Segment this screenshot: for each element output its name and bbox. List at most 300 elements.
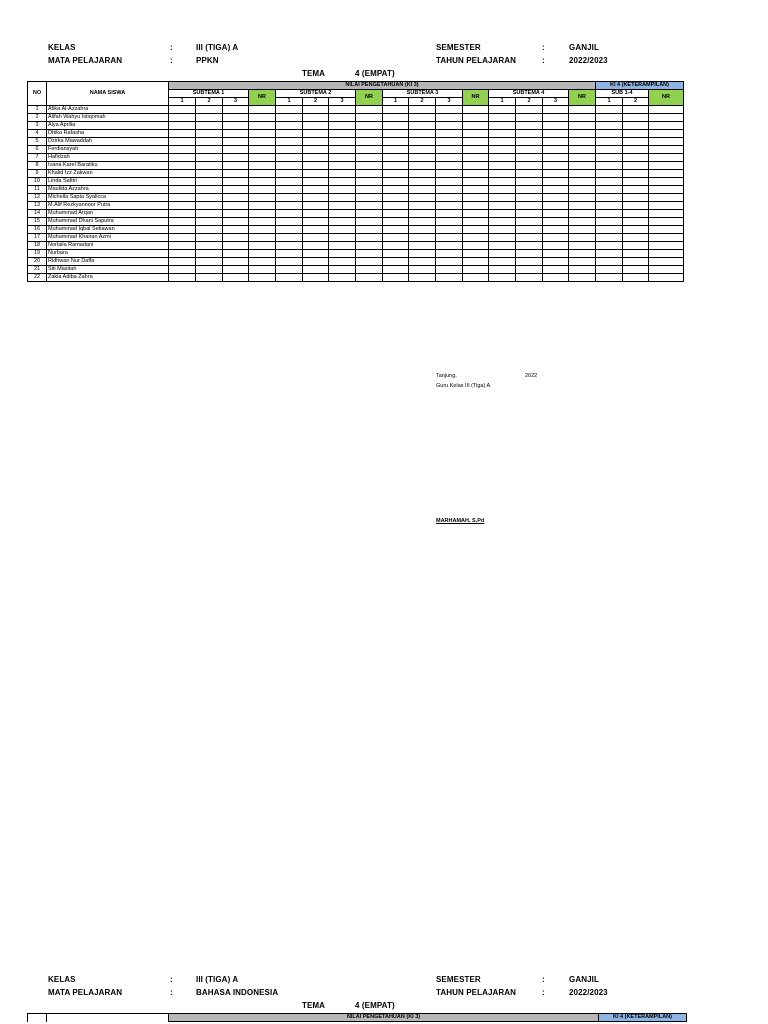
grade-cell[interactable] [249,266,276,274]
grade-cell[interactable] [409,202,436,210]
grade-cell[interactable] [409,242,436,250]
grade-cell[interactable] [223,170,249,178]
grade-cell[interactable] [596,202,623,210]
grade-cell[interactable] [623,186,649,194]
grade-cell[interactable] [356,242,383,250]
grade-cell[interactable] [649,186,684,194]
grade-cell[interactable] [596,122,623,130]
grade-cell[interactable] [196,210,223,218]
grade-cell[interactable] [383,146,409,154]
grade-cell[interactable] [489,258,516,266]
grade-cell[interactable] [623,266,649,274]
grade-cell[interactable] [649,106,684,114]
grade-cell[interactable] [516,226,543,234]
grade-cell[interactable] [223,162,249,170]
grade-cell[interactable] [543,130,569,138]
grade-cell[interactable] [356,186,383,194]
grade-cell[interactable] [569,154,596,162]
grade-cell[interactable] [383,138,409,146]
grade-cell[interactable] [196,194,223,202]
grade-cell[interactable] [249,258,276,266]
grade-cell[interactable] [409,170,436,178]
grade-cell[interactable] [649,162,684,170]
grade-cell[interactable] [249,130,276,138]
grade-cell[interactable] [356,266,383,274]
grade-cell[interactable] [649,130,684,138]
grade-cell[interactable] [649,114,684,122]
grade-cell[interactable] [596,146,623,154]
grade-cell[interactable] [303,146,329,154]
grade-cell[interactable] [436,218,463,226]
grade-cell[interactable] [169,130,196,138]
grade-cell[interactable] [383,242,409,250]
grade-cell[interactable] [223,194,249,202]
grade-cell[interactable] [223,202,249,210]
grade-cell[interactable] [356,122,383,130]
grade-cell[interactable] [569,146,596,154]
grade-cell[interactable] [623,250,649,258]
grade-cell[interactable] [196,162,223,170]
grade-cell[interactable] [303,130,329,138]
grade-cell[interactable] [169,234,196,242]
grade-cell[interactable] [569,250,596,258]
grade-cell[interactable] [596,218,623,226]
grade-cell[interactable] [303,242,329,250]
grade-cell[interactable] [543,138,569,146]
grade-cell[interactable] [303,162,329,170]
grade-cell[interactable] [436,114,463,122]
grade-cell[interactable] [569,234,596,242]
grade-cell[interactable] [356,138,383,146]
grade-cell[interactable] [489,130,516,138]
grade-cell[interactable] [196,170,223,178]
grade-cell[interactable] [569,170,596,178]
grade-cell[interactable] [543,218,569,226]
grade-cell[interactable] [196,138,223,146]
grade-cell[interactable] [596,170,623,178]
grade-cell[interactable] [489,146,516,154]
grade-cell[interactable] [276,242,303,250]
grade-cell[interactable] [196,154,223,162]
grade-cell[interactable] [436,242,463,250]
grade-cell[interactable] [569,106,596,114]
grade-cell[interactable] [569,258,596,266]
grade-cell[interactable] [516,114,543,122]
grade-cell[interactable] [329,186,356,194]
grade-cell[interactable] [543,186,569,194]
grade-cell[interactable] [596,154,623,162]
grade-cell[interactable] [249,178,276,186]
grade-cell[interactable] [169,218,196,226]
grade-cell[interactable] [276,130,303,138]
grade-cell[interactable] [463,178,489,186]
grade-cell[interactable] [249,250,276,258]
grade-cell[interactable] [383,266,409,274]
grade-cell[interactable] [383,178,409,186]
grade-cell[interactable] [569,226,596,234]
grade-cell[interactable] [223,226,249,234]
grade-cell[interactable] [329,130,356,138]
grade-cell[interactable] [489,234,516,242]
grade-cell[interactable] [383,258,409,266]
grade-cell[interactable] [623,114,649,122]
grade-cell[interactable] [649,242,684,250]
grade-cell[interactable] [303,194,329,202]
grade-cell[interactable] [329,274,356,282]
grade-cell[interactable] [489,266,516,274]
grade-cell[interactable] [356,154,383,162]
grade-cell[interactable] [543,274,569,282]
grade-cell[interactable] [623,162,649,170]
grade-cell[interactable] [623,234,649,242]
grade-cell[interactable] [196,202,223,210]
grade-cell[interactable] [303,106,329,114]
grade-cell[interactable] [569,130,596,138]
grade-cell[interactable] [356,226,383,234]
grade-cell[interactable] [249,162,276,170]
grade-cell[interactable] [596,130,623,138]
grade-cell[interactable] [356,106,383,114]
grade-cell[interactable] [649,226,684,234]
grade-cell[interactable] [276,122,303,130]
grade-cell[interactable] [516,218,543,226]
grade-cell[interactable] [489,274,516,282]
grade-cell[interactable] [329,178,356,186]
grade-cell[interactable] [596,138,623,146]
grade-cell[interactable] [516,170,543,178]
grade-cell[interactable] [276,234,303,242]
grade-cell[interactable] [409,178,436,186]
grade-cell[interactable] [409,274,436,282]
grade-cell[interactable] [329,218,356,226]
grade-cell[interactable] [516,186,543,194]
grade-cell[interactable] [463,194,489,202]
grade-cell[interactable] [649,234,684,242]
grade-cell[interactable] [489,162,516,170]
grade-cell[interactable] [356,114,383,122]
grade-cell[interactable] [596,226,623,234]
grade-cell[interactable] [463,250,489,258]
grade-cell[interactable] [356,250,383,258]
grade-cell[interactable] [489,202,516,210]
grade-cell[interactable] [649,170,684,178]
grade-cell[interactable] [249,202,276,210]
grade-cell[interactable] [409,162,436,170]
grade-cell[interactable] [169,138,196,146]
grade-cell[interactable] [543,114,569,122]
grade-cell[interactable] [276,146,303,154]
grade-cell[interactable] [436,250,463,258]
grade-cell[interactable] [543,202,569,210]
grade-cell[interactable] [223,210,249,218]
grade-cell[interactable] [409,226,436,234]
grade-cell[interactable] [276,178,303,186]
grade-cell[interactable] [196,250,223,258]
grade-cell[interactable] [383,194,409,202]
grade-cell[interactable] [329,258,356,266]
grade-cell[interactable] [596,266,623,274]
grade-cell[interactable] [196,218,223,226]
grade-cell[interactable] [276,154,303,162]
grade-cell[interactable] [196,274,223,282]
grade-cell[interactable] [356,194,383,202]
grade-cell[interactable] [516,242,543,250]
grade-cell[interactable] [276,274,303,282]
grade-cell[interactable] [436,226,463,234]
grade-cell[interactable] [516,210,543,218]
grade-cell[interactable] [436,258,463,266]
grade-cell[interactable] [249,146,276,154]
grade-cell[interactable] [409,194,436,202]
grade-cell[interactable] [383,162,409,170]
grade-cell[interactable] [169,202,196,210]
grade-cell[interactable] [489,154,516,162]
grade-cell[interactable] [303,274,329,282]
grade-cell[interactable] [623,242,649,250]
grade-cell[interactable] [223,154,249,162]
grade-cell[interactable] [516,122,543,130]
grade-cell[interactable] [569,122,596,130]
grade-cell[interactable] [516,274,543,282]
grade-cell[interactable] [543,178,569,186]
grade-cell[interactable] [303,258,329,266]
grade-cell[interactable] [409,186,436,194]
grade-cell[interactable] [489,170,516,178]
grade-cell[interactable] [383,170,409,178]
grade-cell[interactable] [409,250,436,258]
grade-cell[interactable] [169,162,196,170]
grade-cell[interactable] [169,178,196,186]
grade-cell[interactable] [249,186,276,194]
grade-cell[interactable] [489,226,516,234]
grade-cell[interactable] [436,194,463,202]
grade-cell[interactable] [596,250,623,258]
grade-cell[interactable] [623,226,649,234]
grade-cell[interactable] [383,106,409,114]
grade-cell[interactable] [596,194,623,202]
grade-cell[interactable] [623,274,649,282]
grade-cell[interactable] [649,138,684,146]
grade-cell[interactable] [303,218,329,226]
grade-cell[interactable] [329,202,356,210]
grade-cell[interactable] [196,242,223,250]
grade-cell[interactable] [516,106,543,114]
grade-cell[interactable] [436,130,463,138]
grade-cell[interactable] [356,162,383,170]
grade-cell[interactable] [276,170,303,178]
grade-cell[interactable] [303,114,329,122]
grade-cell[interactable] [169,106,196,114]
grade-cell[interactable] [436,106,463,114]
grade-cell[interactable] [383,122,409,130]
grade-cell[interactable] [169,186,196,194]
grade-cell[interactable] [543,194,569,202]
grade-cell[interactable] [516,162,543,170]
grade-cell[interactable] [623,258,649,266]
grade-cell[interactable] [329,194,356,202]
grade-cell[interactable] [169,266,196,274]
grade-cell[interactable] [303,250,329,258]
grade-cell[interactable] [463,186,489,194]
grade-cell[interactable] [223,266,249,274]
grade-cell[interactable] [543,154,569,162]
grade-cell[interactable] [436,186,463,194]
grade-cell[interactable] [649,250,684,258]
grade-cell[interactable] [436,210,463,218]
grade-cell[interactable] [489,218,516,226]
grade-cell[interactable] [169,122,196,130]
grade-cell[interactable] [543,162,569,170]
grade-cell[interactable] [596,258,623,266]
grade-cell[interactable] [569,202,596,210]
grade-cell[interactable] [356,258,383,266]
grade-cell[interactable] [463,258,489,266]
grade-cell[interactable] [596,186,623,194]
grade-cell[interactable] [329,266,356,274]
grade-cell[interactable] [463,114,489,122]
grade-cell[interactable] [649,258,684,266]
grade-cell[interactable] [223,242,249,250]
grade-cell[interactable] [303,234,329,242]
grade-cell[interactable] [223,186,249,194]
grade-cell[interactable] [356,210,383,218]
grade-cell[interactable] [463,162,489,170]
grade-cell[interactable] [409,114,436,122]
grade-cell[interactable] [649,274,684,282]
grade-cell[interactable] [303,122,329,130]
grade-cell[interactable] [409,106,436,114]
grade-cell[interactable] [303,178,329,186]
grade-cell[interactable] [649,202,684,210]
grade-cell[interactable] [223,106,249,114]
grade-cell[interactable] [489,186,516,194]
grade-cell[interactable] [516,178,543,186]
grade-cell[interactable] [409,122,436,130]
grade-cell[interactable] [276,202,303,210]
grade-cell[interactable] [596,242,623,250]
grade-cell[interactable] [409,266,436,274]
grade-cell[interactable] [276,226,303,234]
grade-cell[interactable] [463,146,489,154]
grade-cell[interactable] [196,234,223,242]
grade-cell[interactable] [623,210,649,218]
grade-cell[interactable] [223,146,249,154]
grade-cell[interactable] [223,218,249,226]
grade-cell[interactable] [249,122,276,130]
grade-cell[interactable] [276,114,303,122]
grade-cell[interactable] [276,162,303,170]
grade-cell[interactable] [356,202,383,210]
grade-cell[interactable] [223,258,249,266]
grade-cell[interactable] [623,178,649,186]
grade-cell[interactable] [356,170,383,178]
grade-cell[interactable] [409,154,436,162]
grade-cell[interactable] [463,202,489,210]
grade-cell[interactable] [196,146,223,154]
grade-cell[interactable] [409,234,436,242]
grade-cell[interactable] [596,234,623,242]
grade-cell[interactable] [596,210,623,218]
grade-cell[interactable] [569,178,596,186]
grade-cell[interactable] [329,170,356,178]
grade-cell[interactable] [223,130,249,138]
grade-cell[interactable] [329,106,356,114]
grade-cell[interactable] [623,130,649,138]
grade-cell[interactable] [596,106,623,114]
grade-cell[interactable] [623,218,649,226]
grade-cell[interactable] [383,202,409,210]
grade-cell[interactable] [329,146,356,154]
grade-cell[interactable] [516,146,543,154]
grade-cell[interactable] [383,250,409,258]
grade-cell[interactable] [276,258,303,266]
grade-cell[interactable] [596,178,623,186]
grade-cell[interactable] [276,210,303,218]
grade-cell[interactable] [223,178,249,186]
grade-cell[interactable] [356,234,383,242]
grade-cell[interactable] [356,218,383,226]
grade-cell[interactable] [489,106,516,114]
grade-cell[interactable] [329,138,356,146]
grade-cell[interactable] [356,130,383,138]
grade-cell[interactable] [649,218,684,226]
grade-cell[interactable] [276,218,303,226]
grade-cell[interactable] [196,226,223,234]
grade-cell[interactable] [409,210,436,218]
grade-cell[interactable] [409,130,436,138]
grade-cell[interactable] [436,170,463,178]
grade-cell[interactable] [169,258,196,266]
grade-cell[interactable] [329,234,356,242]
grade-cell[interactable] [196,130,223,138]
grade-cell[interactable] [303,154,329,162]
grade-cell[interactable] [436,122,463,130]
grade-cell[interactable] [329,154,356,162]
grade-cell[interactable] [543,106,569,114]
grade-cell[interactable] [196,186,223,194]
grade-cell[interactable] [356,146,383,154]
grade-cell[interactable] [623,170,649,178]
grade-cell[interactable] [276,186,303,194]
grade-cell[interactable] [649,194,684,202]
grade-cell[interactable] [516,250,543,258]
grade-cell[interactable] [463,170,489,178]
grade-cell[interactable] [303,210,329,218]
grade-cell[interactable] [436,138,463,146]
grade-cell[interactable] [516,234,543,242]
grade-cell[interactable] [489,250,516,258]
grade-cell[interactable] [543,266,569,274]
grade-cell[interactable] [649,210,684,218]
grade-cell[interactable] [383,210,409,218]
grade-cell[interactable] [436,146,463,154]
grade-cell[interactable] [569,186,596,194]
grade-cell[interactable] [463,138,489,146]
grade-cell[interactable] [436,162,463,170]
grade-cell[interactable] [329,162,356,170]
grade-cell[interactable] [383,274,409,282]
grade-cell[interactable] [516,138,543,146]
grade-cell[interactable] [489,122,516,130]
grade-cell[interactable] [249,170,276,178]
grade-cell[interactable] [649,146,684,154]
grade-cell[interactable] [596,162,623,170]
grade-cell[interactable] [383,186,409,194]
grade-cell[interactable] [649,154,684,162]
grade-cell[interactable] [196,122,223,130]
grade-cell[interactable] [543,258,569,266]
grade-cell[interactable] [409,146,436,154]
